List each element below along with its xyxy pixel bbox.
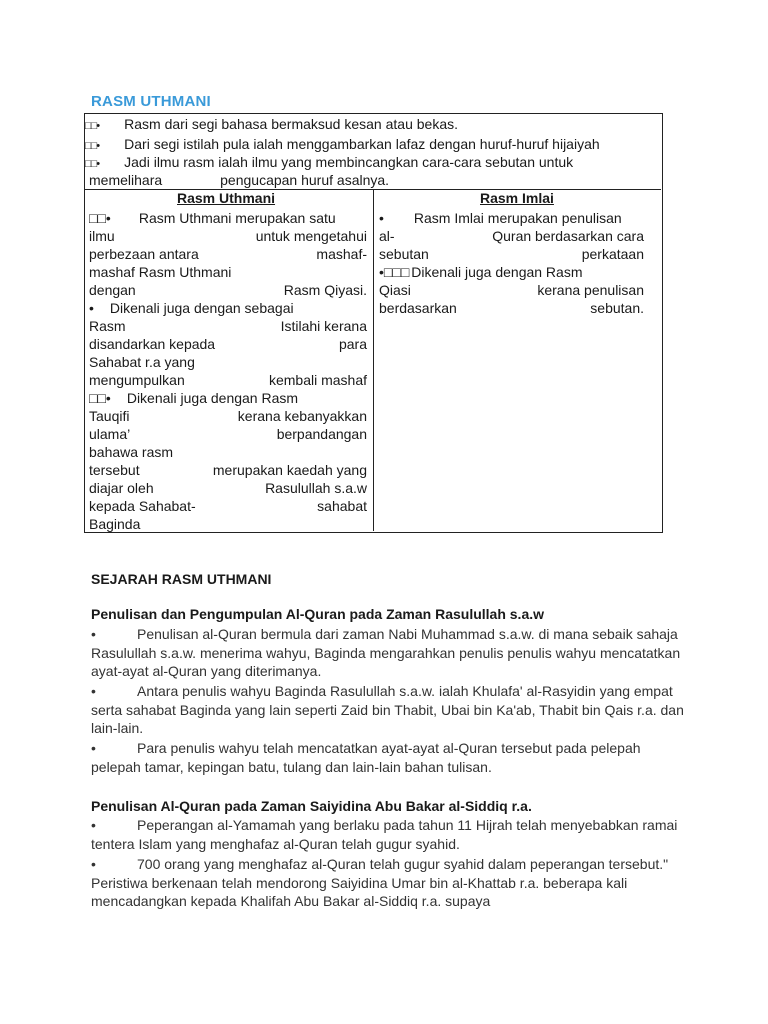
- text-line: [379, 281, 644, 299]
- text-fragment: Rasm Imlai merupakan penulisan: [413, 210, 622, 226]
- page-title: RASM UTHMANI: [91, 93, 211, 110]
- text-line: [89, 407, 367, 425]
- bullet: •: [91, 856, 96, 872]
- text-fragment: sahabat: [317, 498, 367, 514]
- bullet: •: [91, 683, 96, 699]
- text-fragment: mashaf Rasm Uthmani: [89, 264, 232, 280]
- intro-row: [85, 114, 661, 190]
- intro-text: pengucapan huruf asalnya.: [220, 172, 390, 188]
- paragraph-text: Penulisan al-Quran bermula dari zaman Nabi Muhammad s.a.w. di mana sebaik sahaja Rasulullah s.a.w. menerima wahyu, Baginda mengarahkan penulis penulis wahyu mencatatkan ayat-ayat al-Quran yang diterimanya.: [91, 626, 681, 679]
- text-line: [89, 425, 367, 443]
- paragraph: [91, 855, 691, 911]
- text-line: [89, 515, 367, 533]
- text-fragment: perbezaan antara: [89, 246, 199, 262]
- text-line: [89, 497, 367, 515]
- text-fragment: mashaf-: [316, 246, 367, 262]
- paragraph: [91, 816, 691, 853]
- text-line: [89, 227, 367, 245]
- left-paragraph-1: [89, 209, 367, 299]
- text-line: [379, 209, 644, 227]
- text-line: [89, 209, 367, 227]
- text-fragment: Rasm Qiyasi.: [283, 282, 367, 298]
- text-line: [89, 479, 367, 497]
- left-paragraph-3: [89, 389, 367, 533]
- text-line: [89, 281, 367, 299]
- text-fragment: kepada Sahabat-: [89, 498, 196, 514]
- paragraph: [91, 625, 691, 681]
- column-divider: [373, 189, 374, 531]
- text-line: [89, 461, 367, 479]
- text-line: [379, 299, 644, 317]
- text-line: [89, 335, 367, 353]
- bullet: •: [91, 817, 96, 833]
- bullet: •: [91, 740, 96, 756]
- right-paragraph-2: [379, 263, 644, 317]
- text-fragment: untuk mengetahui: [255, 228, 367, 244]
- text-fragment: mengumpulkan: [89, 372, 185, 388]
- bullet-marker: □□•: [85, 140, 100, 152]
- text-fragment: Istilahi kerana: [280, 318, 367, 334]
- text-fragment: diajar oleh: [89, 480, 154, 496]
- text-line: [89, 371, 367, 389]
- section-heading: SEJARAH RASM UTHMANI: [91, 571, 272, 587]
- intro-text: Jadi ilmu rasm ialah ilmu yang membincangkan cara-cara sebutan untuk: [124, 154, 574, 170]
- text-fragment: Sahabat r.a yang: [89, 354, 195, 370]
- bullet: •: [91, 626, 96, 642]
- right-paragraph-1: [379, 209, 644, 263]
- intro-line: [85, 115, 458, 135]
- text-fragment: sebutan: [379, 246, 429, 262]
- intro-line: [89, 171, 389, 189]
- paragraph: [91, 682, 691, 738]
- text-line: [89, 353, 367, 371]
- bullet-marker: □□•: [85, 120, 100, 132]
- text-line: [89, 245, 367, 263]
- text-fragment: kembali mashaf: [268, 372, 367, 388]
- text-fragment: para: [338, 336, 367, 352]
- text-line: [379, 263, 644, 281]
- text-fragment: Baginda: [89, 516, 141, 532]
- column-header-rasm-imlai: Rasm Imlai: [480, 190, 554, 206]
- rasm-table: [84, 113, 663, 533]
- text-fragment: berdasarkan: [379, 300, 457, 316]
- text-line: [89, 299, 367, 317]
- text-fragment: perkataan: [581, 246, 644, 262]
- text-fragment: tersebut: [89, 462, 140, 478]
- text-fragment: disandarkan kepada: [89, 336, 216, 352]
- bullet-marker: □□•: [85, 158, 100, 170]
- intro-line: [85, 153, 573, 173]
- text-fragment: Qiasi: [379, 282, 411, 298]
- paragraph-text: Para penulis wahyu telah mencatatkan ayat-ayat al-Quran tersebut pada pelepah pelepah tamar, kepingan batu, tulang dan lain-lain bahan tulisan.: [91, 740, 641, 775]
- text-line: [89, 389, 367, 407]
- paragraph: [91, 739, 691, 776]
- bullet-marker: •: [379, 210, 384, 226]
- text-line: [89, 263, 367, 281]
- intro-text: Rasm dari segi bahasa bermaksud kesan atau bekas.: [124, 116, 458, 132]
- text-fragment: Rasm Uthmani merupakan satu: [138, 210, 336, 226]
- left-cell: [89, 209, 367, 533]
- text-fragment: Dikenali juga dengan sebagai: [109, 300, 294, 316]
- text-line: [89, 443, 367, 461]
- text-fragment: merupakan kaedah yang: [212, 462, 367, 478]
- text-fragment: Rasulullah s.a.w: [265, 480, 367, 496]
- text-line: [379, 245, 644, 263]
- left-paragraph-2: [89, 299, 367, 389]
- text-fragment: ulama’: [89, 426, 131, 442]
- text-fragment: dengan: [89, 282, 136, 298]
- paragraph-text: Antara penulis wahyu Baginda Rasulullah s.a.w. ialah Khulafa' al-Rasyidin yang empat serta sahabat Baginda yang lain seperti Zaid bin Thabit, Ubai bin Ka'ab, Thabit bin Qais r.a. dan lain-lain.: [91, 683, 684, 736]
- intro-text: Dari segi istilah pula ialah menggambarkan lafaz dengan huruf-huruf hijaiyah: [124, 136, 600, 152]
- subheading-rasulullah: Penulisan dan Pengumpulan Al-Quran pada Zaman Rasulullah s.a.w: [91, 606, 545, 622]
- text-fragment: kerana kebanyakkan: [237, 408, 367, 424]
- text-fragment: Quran berdasarkan cara: [492, 228, 644, 244]
- text-fragment: kerana penulisan: [537, 282, 644, 298]
- text-fragment: sebutan.: [590, 300, 644, 316]
- column-header-rasm-uthmani: Rasm Uthmani: [177, 190, 276, 206]
- bullet-marker: □□•: [89, 210, 111, 226]
- paragraph-text: 700 orang yang menghafaz al-Quran telah gugur syahid dalam peperangan tersebut." Peristiwa berkenaan telah mendorong Saiyidina Umar bin al-Khattab r.a. beberapa kali mencadangkan kepada Khalifah Abu Bakar al-Siddiq r.a. supaya: [91, 856, 669, 909]
- text-fragment: Rasm: [89, 318, 126, 334]
- bullet-marker: □□•: [89, 390, 111, 406]
- text-fragment: Dikenali juga dengan Rasm: [411, 264, 583, 280]
- text-line: [89, 317, 367, 335]
- bullet-marker: •□□□: [379, 264, 410, 280]
- subheading-abu-bakar: Penulisan Al-Quran pada Zaman Saiyidina Abu Bakar al-Siddiq r.a.: [91, 798, 532, 814]
- text-fragment: Dikenali juga dengan Rasm: [126, 390, 299, 406]
- text-fragment: Tauqifi: [89, 408, 130, 424]
- bullet-marker: •: [89, 300, 94, 316]
- text-fragment: berpandangan: [276, 426, 367, 442]
- right-cell: [379, 209, 644, 317]
- text-fragment: bahawa rasm: [89, 444, 174, 460]
- intro-line: [85, 135, 600, 155]
- intro-text: memelihara: [89, 172, 163, 188]
- text-line: [379, 227, 644, 245]
- text-fragment: al-: [379, 228, 395, 244]
- text-fragment: ilmu: [89, 228, 115, 244]
- paragraph-text: Peperangan al-Yamamah yang berlaku pada tahun 11 Hijrah telah menyebabkan ramai tentera Islam yang menghafaz al-Quran telah gugur syahid.: [91, 817, 678, 852]
